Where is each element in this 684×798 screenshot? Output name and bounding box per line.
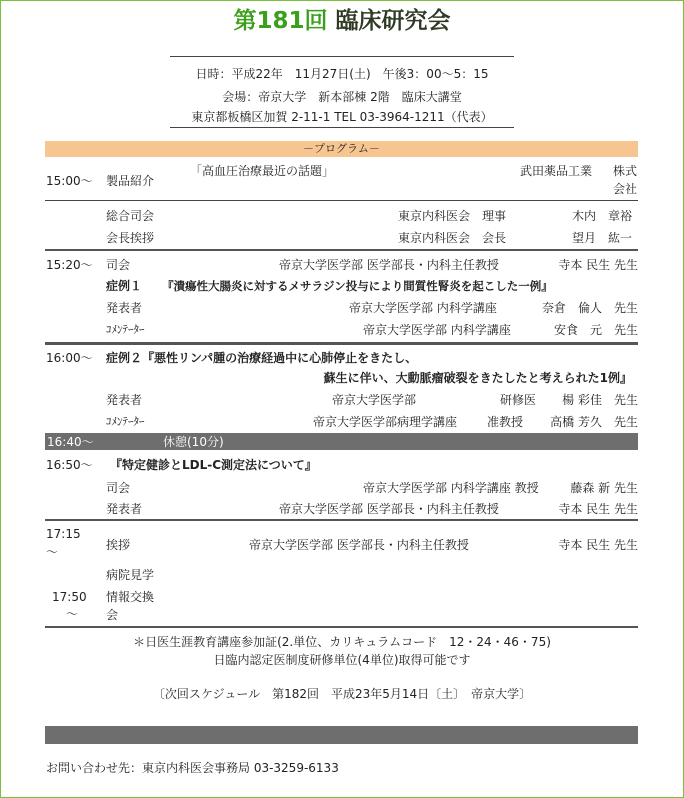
s2-role1: 総合司会	[106, 209, 155, 223]
s4-aff1: 帝京大学医学部	[332, 393, 417, 407]
s1-org: 武田薬品工業	[520, 164, 593, 178]
s5-name1: 藤森 新 先生	[570, 481, 638, 495]
s5-name2: 寺本 民生 先生	[558, 502, 638, 516]
break-bar	[45, 433, 638, 450]
s4-case-line1: 症例２『悪性リンパ腫の治療経過中に心肺停止をきたし、	[106, 351, 418, 365]
header-rule-top	[170, 56, 514, 57]
s4-time: 16:00～	[46, 351, 93, 365]
s5-role2: 発表者	[106, 502, 143, 516]
s4-case-line2: 蘇生に伴い、大動脈瘤破裂をきたしたと考えられた1例』	[323, 371, 632, 385]
s4-pos2: 准教授	[487, 415, 524, 429]
s4-pos1: 研修医	[500, 393, 537, 407]
s3-time: 15:20～	[46, 258, 93, 272]
s3-aff3: 帝京大学医学部 内科学講座	[363, 323, 511, 337]
footer-bar	[45, 726, 638, 744]
event-address: 東京都板橋区加賀 2-11-1 TEL 03-3964-1211（代表）	[191, 110, 493, 124]
s4-role2: ｺﾒﾝﾃｰﾀｰ	[106, 415, 145, 428]
s6-time2b: ～	[66, 607, 79, 621]
s1-org-type2: 会社	[613, 182, 638, 196]
rule-s1	[45, 200, 638, 201]
s6-role3b: 会	[106, 608, 119, 622]
break-time: 16:40～	[47, 435, 94, 449]
s4-name2: 高橋 芳久 先生	[550, 415, 638, 429]
rule-s6	[45, 626, 638, 628]
event-date: 日時：平成22年 11月27日(土) 午後3：00～5：15	[195, 67, 489, 81]
s6-time2a: 17:50	[52, 590, 87, 604]
next-schedule: 〔次回スケジュール 第182回 平成23年5月14日〔土〕 帝京大学〕	[152, 687, 532, 701]
s4-name1: 楊 彩佳 先生	[562, 393, 638, 407]
s1-org-type1: 株式	[613, 164, 638, 178]
s3-role2: 発表者	[106, 301, 143, 315]
event-venue: 会場：帝京大学 新本部棟 2階 臨床大講堂	[222, 90, 462, 104]
s3-role3: ｺﾒﾝﾃｰﾀｰ	[106, 323, 145, 336]
s6-role2: 病院見学	[106, 568, 155, 582]
s5-role1: 司会	[106, 481, 131, 495]
s6-time1b: ～	[46, 545, 59, 559]
s2-name2: 望月 紘一	[572, 231, 633, 245]
s5-time: 16:50～	[46, 458, 93, 472]
s4-aff2: 帝京大学医学部病理学講座	[313, 415, 458, 429]
header-rule-bottom	[170, 127, 514, 128]
break-label: 休憩(10分)	[163, 435, 224, 449]
title-name: 臨床研究会	[335, 7, 451, 34]
title-number: 第181回	[233, 8, 328, 34]
s3-name2: 奈倉 倫人 先生	[541, 301, 638, 315]
note-credit: ＊日医生涯教育講座参加証(2.単位、カリキュラムコード 12・24・46・75)	[133, 635, 551, 649]
s2-role2: 会長挨拶	[106, 231, 155, 245]
rule-s5	[45, 519, 638, 521]
s2-aff2: 東京内科医会 会長	[398, 231, 507, 245]
s3-case-title: 『潰瘍性大腸炎に対するメサラジン投与により間質性腎炎を起こした一例』	[162, 279, 553, 293]
program-label-bar: －プログラム－	[45, 141, 638, 157]
s6-role3a: 情報交換	[106, 590, 155, 604]
contact-info: お問い合わせ先：東京内科医会事務局 03-3259-6133	[46, 761, 339, 775]
rule-s2	[45, 249, 638, 251]
s3-aff2: 帝京大学医学部 内科学講座	[349, 301, 497, 315]
s5-aff2: 帝京大学医学部 医学部長・内科主任教授	[279, 502, 499, 516]
s5-aff1: 帝京大学医学部 内科学講座 教授	[363, 481, 539, 495]
s3-case-label: 症例１	[106, 279, 143, 293]
s2-name1: 木内 章裕	[572, 209, 633, 223]
page-title	[0, 6, 684, 36]
s3-aff1: 帝京大学医学部 医学部長・内科主任教授	[279, 258, 499, 272]
s4-role1: 発表者	[106, 393, 143, 407]
rule-s3	[45, 342, 638, 345]
s6-role1: 挨拶	[106, 538, 131, 552]
s3-name1: 寺本 民生 先生	[558, 258, 638, 272]
s6-time1a: 17:15	[46, 527, 81, 541]
note-units: 日臨内認定医制度研修単位(4単位)取得可能です	[213, 653, 471, 667]
s1-time: 15:00～	[46, 174, 93, 188]
s3-name3: 安食 元 先生	[553, 323, 638, 337]
s5-title: 『特定健診とLDL-C測定法について』	[110, 458, 317, 472]
s2-aff1: 東京内科医会 理事	[398, 209, 507, 223]
s6-aff1: 帝京大学医学部 医学部長・内科主任教授	[249, 538, 469, 552]
s1-topic: 「高血圧治療最近の話題」	[190, 164, 335, 178]
s6-name1: 寺本 民生 先生	[558, 538, 638, 552]
s1-role: 製品紹介	[106, 174, 155, 188]
s3-role1: 司会	[106, 258, 131, 272]
